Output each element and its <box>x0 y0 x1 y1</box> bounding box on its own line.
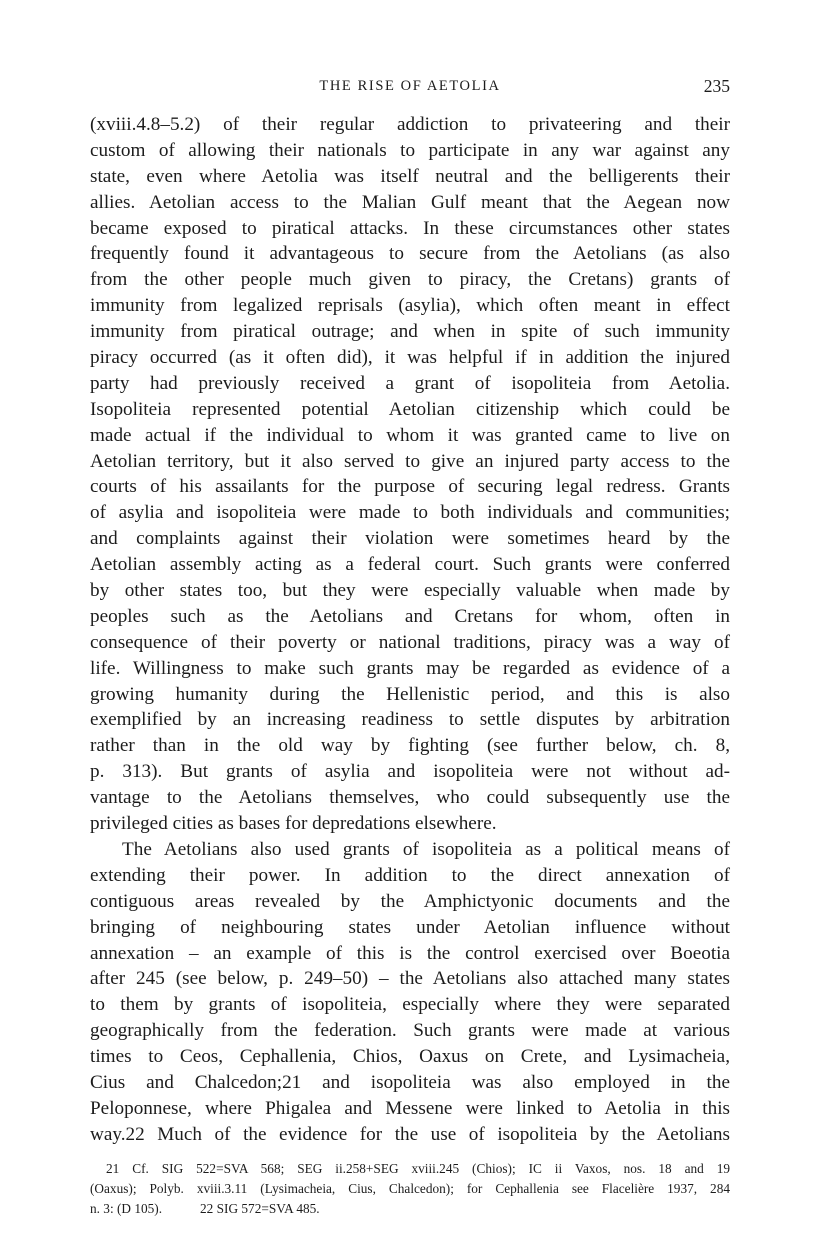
text-line: The Aetolians also used grants of isopoliteia as a political means of <box>122 838 730 860</box>
text-line: vantage to the Aetolians themselves, who could subsequently use the <box>90 787 730 809</box>
running-title: THE RISE OF AETOLIA <box>319 78 501 94</box>
text-line: from the other people much given to piracy, the Cretans) grants of <box>90 269 730 291</box>
text-line: by other states too, but they were especially valuable when made by <box>90 580 730 602</box>
text-line: made actual if the individual to whom it was granted came to live on <box>90 424 730 446</box>
page-number: 235 <box>703 76 730 96</box>
text-line: Isopoliteia represented potential Aetolian citizenship which could be <box>90 398 730 420</box>
text-line: immunity from legalized reprisals (asylia), which often meant in effect <box>90 295 730 317</box>
footnotes <box>90 1159 730 1219</box>
text-line: extending their power. In addition to the direct annexation of <box>90 864 730 886</box>
footnote-21-end: n. 3: (D 105). <box>90 1201 163 1216</box>
text-line: geographically from the federation. Such grants were made at various <box>90 1020 730 1042</box>
text-line: privileged cities as bases for depredations elsewhere. <box>90 813 497 835</box>
text-line: Aetolian assembly acting as a federal court. Such grants were conferred <box>90 554 730 576</box>
text-line: consequence of their poverty or national traditions, piracy was a way of <box>90 631 730 653</box>
text-line: to them by grants of isopoliteia, especially where they were separated <box>90 994 730 1016</box>
footnote-22: 22 SIG 572=SVA 485. <box>200 1201 320 1216</box>
text-line: of asylia and isopoliteia were made to both individuals and communities; <box>90 502 730 524</box>
text-line: exemplified by an increasing readiness to settle disputes by arbitration <box>90 709 730 731</box>
text-line: way.22 Much of the evidence for the use of isopoliteia by the Aetolians <box>90 1123 730 1145</box>
text-line: became exposed to piratical attacks. In these circumstances other states <box>90 217 730 239</box>
text-line: bringing of neighbouring states under Aetolian influence without <box>90 916 730 938</box>
text-line: courts of his assailants for the purpose of securing legal redress. Grants <box>90 476 730 498</box>
body-text <box>90 112 730 1148</box>
text-line: contiguous areas revealed by the Amphictyonic documents and the <box>90 890 730 912</box>
text-line: custom of allowing their nationals to participate in any war against any <box>90 139 730 161</box>
text-line: p. 313). But grants of asylia and isopoliteia were not without ad- <box>90 761 730 783</box>
text-line: annexation – an example of this is the control exercised over Boeotia <box>90 942 730 964</box>
footnote-21: 21 Cf. SIG 522=SVA 568; SEG ii.258+SEG xviii.245 (Chios); IC ii Vaxos, nos. 18 and 19 <box>106 1161 730 1176</box>
text-line: times to Ceos, Cephallenia, Chios, Oaxus on Crete, and Lysimacheia, <box>90 1046 730 1068</box>
text-line: growing humanity during the Hellenistic period, and this is also <box>90 683 730 705</box>
text-line: party had previously received a grant of isopoliteia from Aetolia. <box>90 372 730 394</box>
text-line: piracy occurred (as it often did), it was helpful if in addition the injured <box>90 347 730 369</box>
text-line: and complaints against their violation were sometimes heard by the <box>90 528 730 550</box>
text-line: after 245 (see below, p. 249–50) – the Aetolians also attached many states <box>90 968 730 990</box>
text-line: rather than in the old way by fighting (see further below, ch. 8, <box>90 735 730 757</box>
text-line: allies. Aetolian access to the Malian Gulf meant that the Aegean now <box>90 191 730 213</box>
text-line: state, even where Aetolia was itself neutral and the belligerents their <box>90 165 730 187</box>
text-line: life. Willingness to make such grants may be regarded as evidence of a <box>90 657 730 679</box>
page-header <box>90 78 730 100</box>
text-line: (xviii.4.8–5.2) of their regular addiction to privateering and their <box>90 114 730 135</box>
text-line: Peloponnese, where Phigalea and Messene were linked to Aetolia in this <box>90 1097 730 1119</box>
text-line: immunity from piratical outrage; and when in spite of such immunity <box>90 321 730 343</box>
text-line: Cius and Chalcedon;21 and isopoliteia was also employed in the <box>90 1071 730 1093</box>
footnote-21-cont: (Oaxus); Polyb. xviii.3.11 (Lysimacheia, Cius, Chalcedon); for Cephallenia see Flacelière 1937, 284 <box>90 1181 730 1196</box>
text-line: peoples such as the Aetolians and Cretans for whom, often in <box>90 605 730 627</box>
footnote-line <box>90 1199 730 1219</box>
text-line: Aetolian territory, but it also served to give an injured party access to the <box>90 450 730 472</box>
text-line: frequently found it advantageous to secure from the Aetolians (as also <box>90 243 730 265</box>
